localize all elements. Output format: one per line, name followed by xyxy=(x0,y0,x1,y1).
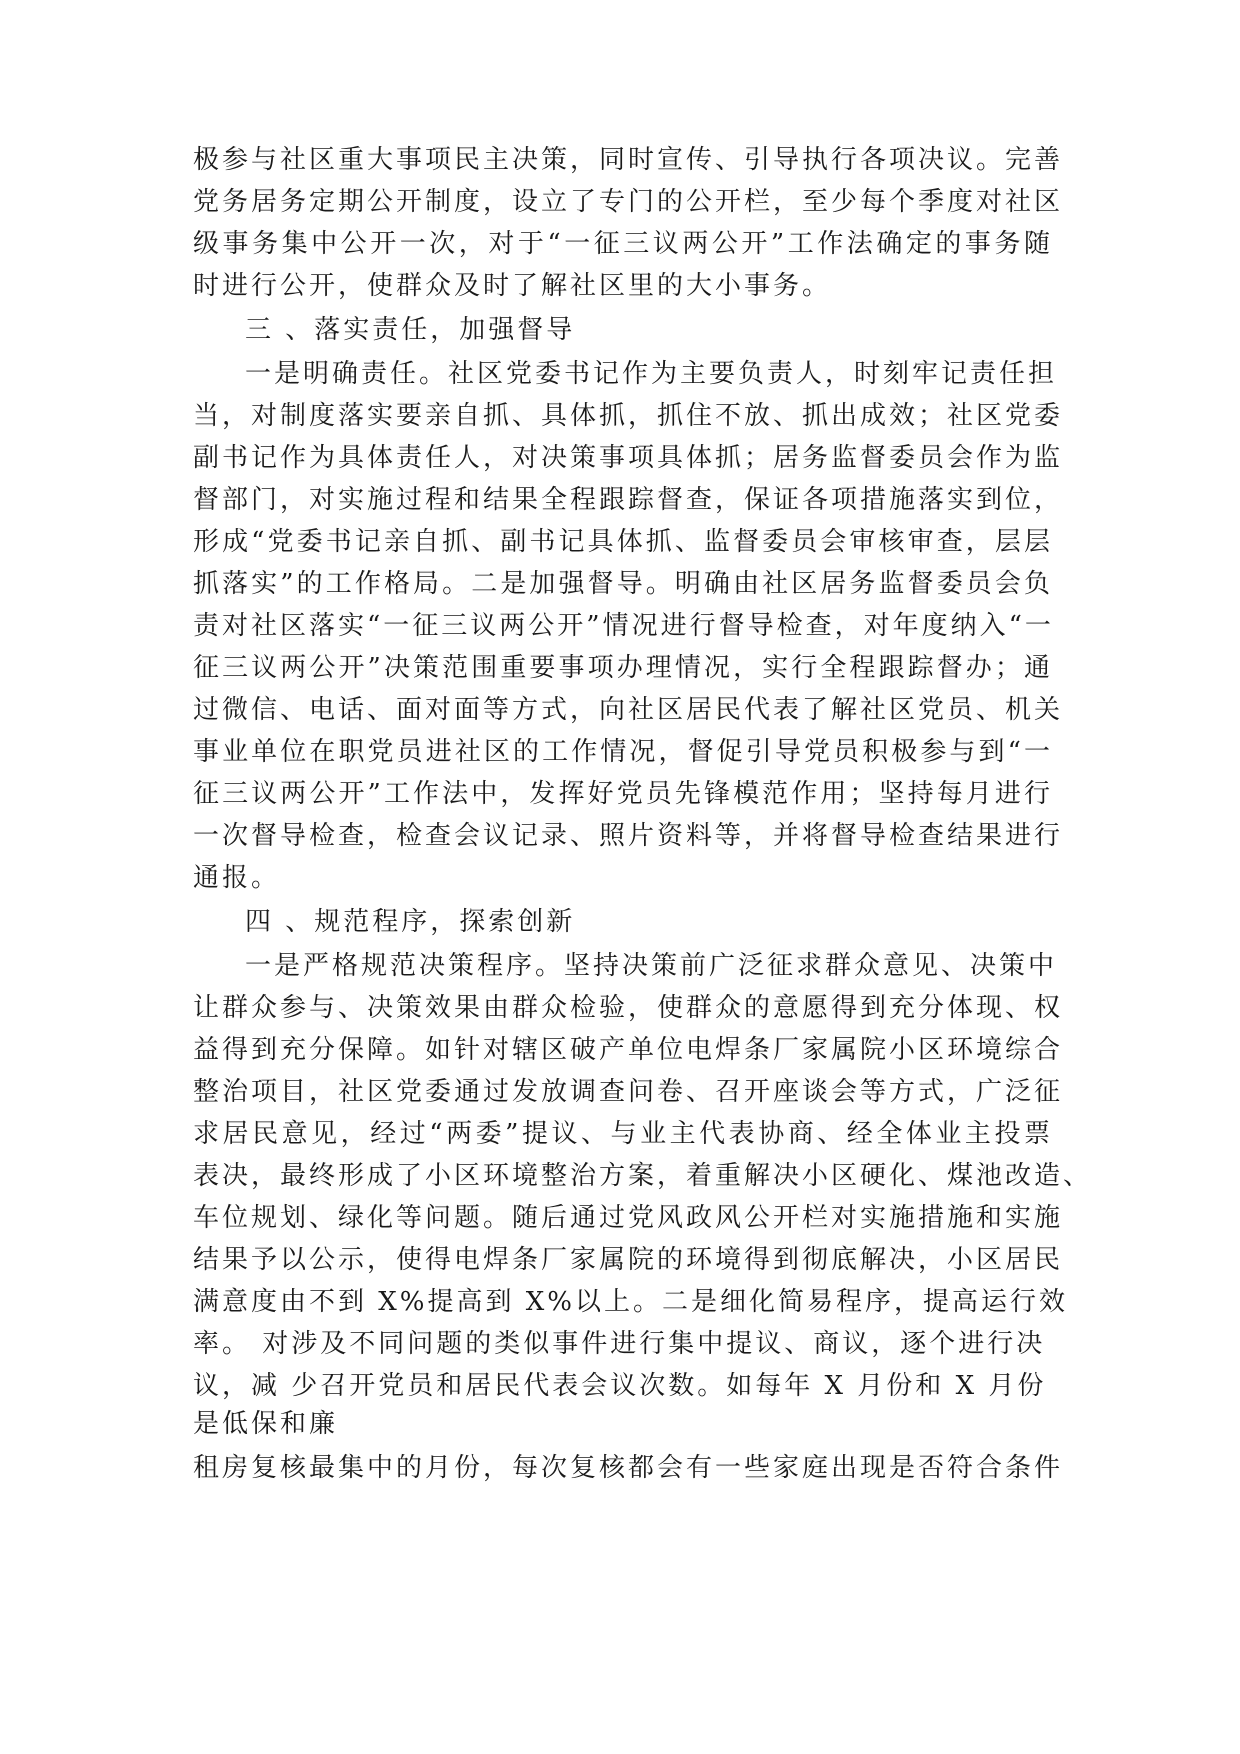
paragraph-line: 让群众参与、决策效果由群众检验，使群众的意愿得到充分体现、权 xyxy=(193,993,1064,1023)
paragraph-line: 抓落实”的工作格局。二是加强督导。明确由社区居务监督委员会负 xyxy=(193,569,1053,599)
paragraph-line: 征三议两公开”决策范围重要事项办理情况，实行全程跟踪督办；通 xyxy=(193,653,1053,683)
paragraph-line: 议，减 少召开党员和居民代表会议次数。如每年 X 月份和 X 月份 xyxy=(193,1371,1047,1401)
paragraph-line: 极参与社区重大事项民主决策，同时宣传、引导执行各项决议。完善 xyxy=(193,145,1064,175)
paragraph-line: 督部门，对实施过程和结果全程跟踪督查，保证各项措施落实到位， xyxy=(193,485,1064,515)
paragraph-line: 一次督导检查，检查会议记录、照片资料等，并将督导检查结果进行 xyxy=(193,821,1064,851)
paragraph-line: 整治项目，社区党委通过发放调查问卷、召开座谈会等方式，广泛征 xyxy=(193,1077,1064,1107)
paragraph-line: 一是明确责任。社区党委书记作为主要负责人，时刻牢记责任担 xyxy=(245,359,1058,389)
paragraph-line: 满意度由不到 X%提高到 X%以上。二是细化简易程序，提高运行效 xyxy=(193,1287,1068,1317)
paragraph-line: 时进行公开，使群众及时了解社区里的大小事务。 xyxy=(193,271,832,301)
paragraph-line: 求居民意见，经过“两委”提议、与业主代表协商、经全体业主投票 xyxy=(193,1119,1053,1149)
paragraph-line: 形成“党委书记亲自抓、副书记具体抓、监督委员会审核审查，层层 xyxy=(193,527,1053,557)
paragraph-line: 征三议两公开”工作法中，发挥好党员先锋模范作用；坚持每月进行 xyxy=(193,779,1053,809)
paragraph-line: 通报。 xyxy=(193,863,281,893)
paragraph-line: 表决，最终形成了小区环境整治方案，着重解决小区硬化、煤池改造、 xyxy=(193,1161,1093,1191)
paragraph-line: 事业单位在职党员进社区的工作情况，督促引导党员积极参与到“一 xyxy=(193,737,1053,767)
section-heading: 三 、落实责任，加强督导 xyxy=(245,315,576,345)
paragraph-line: 租房复核最集中的月份，每次复核都会有一些家庭出现是否符合条件 xyxy=(193,1453,1064,1483)
paragraph-line: 结果予以公示，使得电焊条厂家属院的环境得到彻底解决，小区居民 xyxy=(193,1245,1064,1275)
paragraph-line: 车位规划、绿化等问题。随后通过党风政风公开栏对实施措施和实施 xyxy=(193,1203,1064,1233)
paragraph-line: 过微信、电话、面对面等方式，向社区居民代表了解社区党员、机关 xyxy=(193,695,1064,725)
section-heading: 四 、规范程序，探索创新 xyxy=(245,907,576,937)
paragraph-line: 率。 对涉及不同问题的类似事件进行集中提议、商议，逐个进行决 xyxy=(193,1329,1046,1359)
paragraph-line: 副书记作为具体责任人，对决策事项具体抓；居务监督委员会作为监 xyxy=(193,443,1064,473)
paragraph-line: 当，对制度落实要亲自抓、具体抓，抓住不放、抓出成效；社区党委 xyxy=(193,401,1064,431)
paragraph-line: 党务居务定期公开制度，设立了专门的公开栏，至少每个季度对社区 xyxy=(193,187,1064,217)
paragraph-line: 益得到充分保障。如针对辖区破产单位电焊条厂家属院小区环境综合 xyxy=(193,1035,1064,1065)
paragraph-line: 是低保和廉 xyxy=(193,1409,339,1439)
paragraph-line: 责对社区落实“一征三议两公开”情况进行督导检查，对年度纳入“一 xyxy=(193,611,1054,641)
paragraph-line: 一是严格规范决策程序。坚持决策前广泛征求群众意见、决策中 xyxy=(245,951,1058,981)
paragraph-line: 级事务集中公开一次，对于“一征三议两公开”工作法确定的事务随 xyxy=(193,229,1053,259)
